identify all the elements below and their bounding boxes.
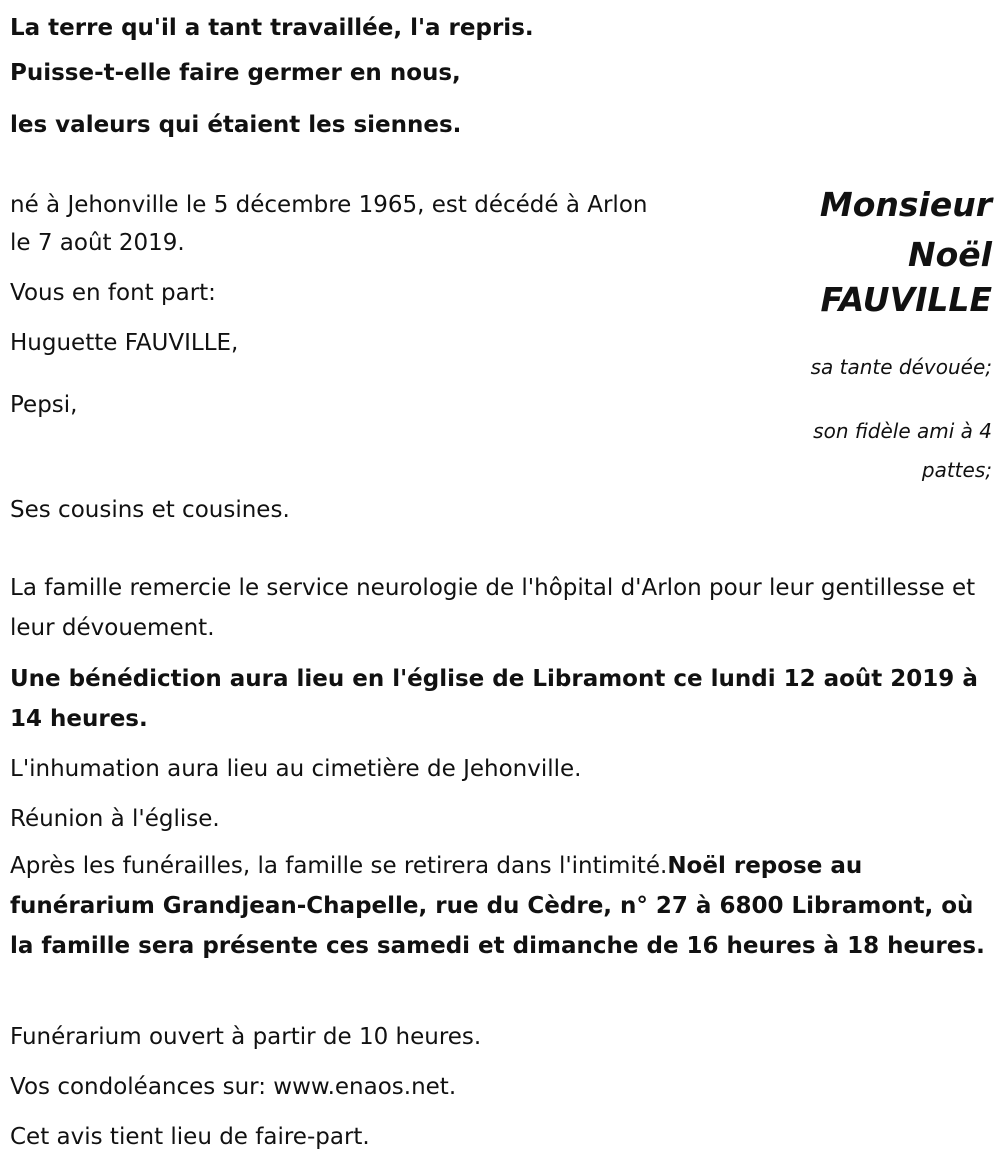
funeral-home-paragraph xyxy=(10,846,985,966)
after-funeral-text: Après les funérailles, la famille se retirera dans l'intimité. xyxy=(10,853,668,879)
blessing-paragraph: Une bénédiction aura lieu en l'église de Libramont ce lundi 12 août 2019 à 14 heures. xyxy=(10,666,978,732)
burial-text: L'inhumation aura lieu au cimetière de Jehonville. xyxy=(10,756,582,782)
announce-text: Vous en font part: xyxy=(10,280,216,306)
notice-text: Cet avis tient lieu de faire-part. xyxy=(10,1124,370,1150)
family-member-relation: pattes; xyxy=(921,458,992,482)
thanks-paragraph: La famille remercie le service neurologie de l'hôpital d'Arlon pour leur gentillesse et leur dévouement. xyxy=(10,575,976,641)
deceased-first-name: Noël xyxy=(908,235,992,274)
cousins-text: Ses cousins et cousines. xyxy=(10,497,290,523)
epigraph-line: Puisse-t-elle faire germer en nous, xyxy=(10,60,461,86)
viewing-text: Noël repose au funérarium Grandjean-Chapelle, rue du Cèdre, n° 27 à 6800 Libramont, où la famille sera présente ces samedi et dimanche de 16 heures à 18 heures. xyxy=(10,853,985,959)
deceased-title: Monsieur xyxy=(819,185,992,224)
opening-text: Funérarium ouvert à partir de 10 heures. xyxy=(10,1024,482,1050)
birth-death-line: né à Jehonville le 5 décembre 1965, est décédé à Arlon xyxy=(10,192,648,218)
family-member-name: Pepsi, xyxy=(10,392,78,418)
family-member-relation: sa tante dévouée; xyxy=(810,355,992,379)
family-member-relation: son fidèle ami à 4 xyxy=(813,419,992,443)
birth-death-line: le 7 août 2019. xyxy=(10,230,185,256)
epigraph-line: La terre qu'il a tant travaillée, l'a repris. xyxy=(10,15,534,41)
epigraph-line: les valeurs qui étaient les siennes. xyxy=(10,112,462,138)
family-member-name: Huguette FAUVILLE, xyxy=(10,330,239,356)
condolences-text: Vos condoléances sur: www.enaos.net. xyxy=(10,1074,457,1100)
deceased-last-name: FAUVILLE xyxy=(820,280,992,319)
meeting-text: Réunion à l'église. xyxy=(10,806,220,832)
